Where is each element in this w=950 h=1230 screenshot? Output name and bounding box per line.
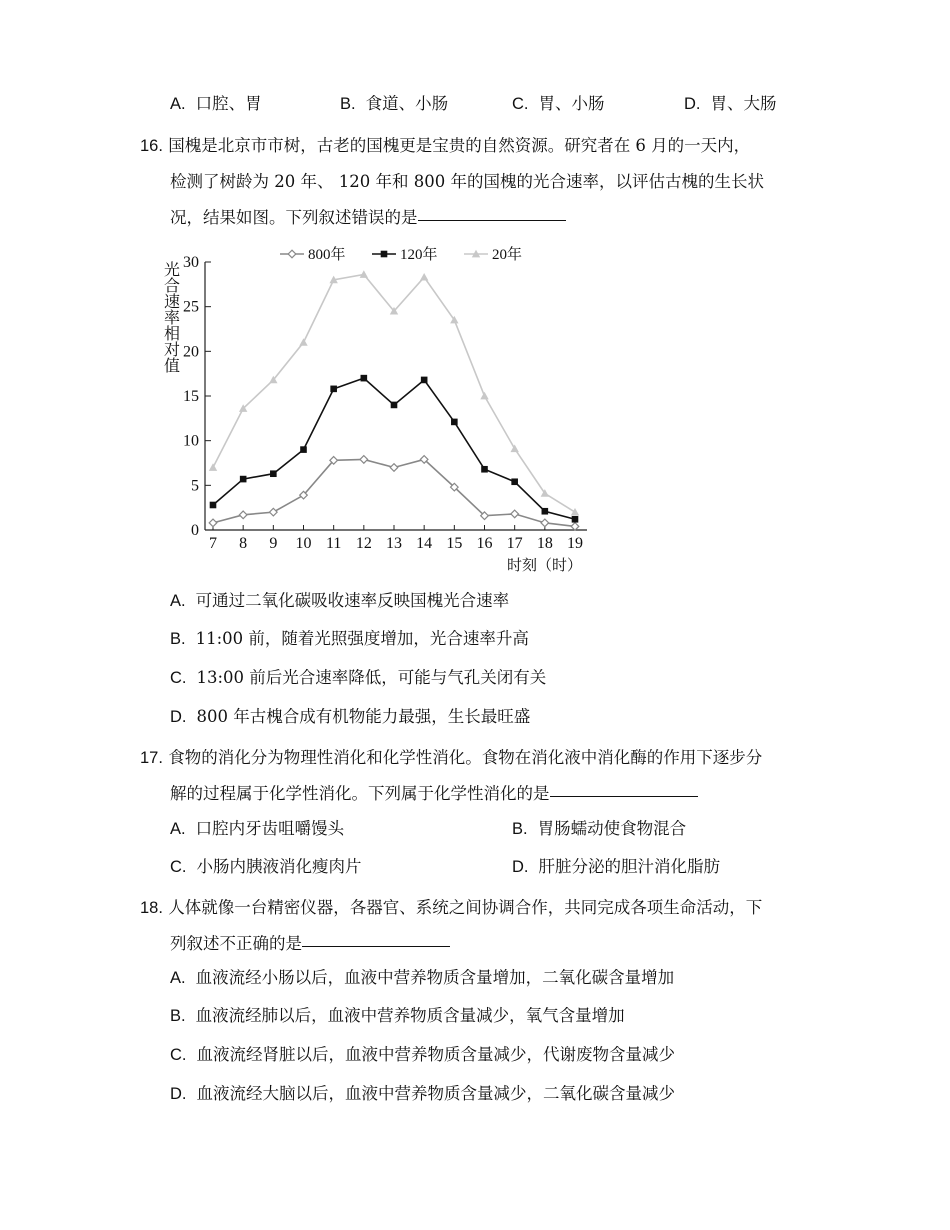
question-text: 人体就像一台精密仪器，各器官、系统之间协调合作，共同完成各项生命活动，下: [168, 898, 763, 917]
option-label: A.: [170, 95, 186, 113]
question-number: 17.: [140, 749, 163, 767]
data-point: [571, 508, 579, 516]
q15-option-a: [170, 92, 262, 116]
question-text: 食物的消化分为物理性消化和化学性消化。食物在消化液中消化酶的作用下逐步分: [168, 748, 763, 767]
q16-option-b: [170, 627, 529, 651]
x-tick-label: 15: [446, 535, 463, 552]
data-point: [571, 523, 579, 531]
x-axis-label: 时刻（时）: [506, 558, 582, 574]
option-text: 胃、大肠: [710, 94, 777, 113]
data-point: [420, 273, 428, 281]
option-text: 血液流经大脑以后，血液中营养物质含量减少，二氧化碳含量减少: [196, 1084, 675, 1103]
data-point: [209, 519, 217, 527]
series-line: [213, 378, 575, 519]
q18-line-2: [170, 932, 450, 956]
q18-option-b: [170, 1004, 625, 1028]
option-label: D.: [170, 1085, 187, 1103]
question-number: 16.: [140, 137, 163, 155]
chart-axes: [183, 254, 587, 552]
data-point: [480, 392, 488, 400]
q15-option-b: [340, 92, 448, 116]
y-tick-label: 5: [191, 477, 199, 495]
q16-option-d: [170, 705, 530, 729]
question-number: 18.: [140, 899, 163, 917]
data-point: [209, 463, 217, 471]
q16-line-1: [140, 134, 750, 158]
option-text: 食道、小肠: [365, 94, 449, 113]
x-tick-label: 10: [295, 535, 312, 552]
x-tick-label: 11: [325, 535, 342, 552]
option-label: A.: [170, 969, 186, 987]
data-point: [330, 386, 337, 393]
q17-line-1: [140, 746, 762, 770]
y-tick-label: 30: [183, 254, 199, 271]
q16-line-3: [170, 206, 566, 230]
answer-blank: [418, 219, 566, 221]
data-point: [240, 476, 247, 483]
y-tick-label: 10: [183, 432, 199, 450]
data-point: [239, 511, 247, 519]
option-text: 小肠内胰液消化瘦肉片: [196, 857, 362, 876]
x-tick-label: 19: [567, 535, 583, 552]
x-tick-label: 16: [476, 535, 493, 552]
x-tick-label: 9: [269, 535, 278, 552]
chart-legend: [280, 245, 522, 263]
option-label: B.: [170, 630, 186, 648]
legend-label: 20年: [492, 247, 523, 263]
x-tick-label: 17: [506, 535, 523, 552]
option-text: 肝脏分泌的胆汁消化脂肪: [538, 857, 720, 876]
y-tick-label: 15: [183, 388, 199, 405]
q17-option-a: [170, 817, 344, 841]
option-text: 800 年古槐合成有机物能力最强，生长最旺盛: [196, 707, 531, 726]
question-text: 解的过程属于化学性消化。下列属于化学性消化的是: [170, 784, 550, 803]
option-text: 13:00 前后光合速率降低，可能与气孔关闭有关: [196, 668, 547, 687]
data-point: [421, 377, 428, 384]
x-tick-label: 14: [416, 535, 433, 552]
data-point: [511, 478, 518, 485]
option-label: D.: [512, 858, 529, 876]
q17-option-d: [512, 855, 720, 879]
x-tick-label: 8: [239, 535, 248, 552]
option-label: B.: [340, 95, 356, 113]
option-text: 可通过二氧化碳吸收速率反映国槐光合速率: [195, 591, 510, 610]
data-point: [391, 402, 398, 409]
data-point: [300, 446, 307, 453]
data-point: [510, 445, 518, 453]
data-point: [361, 375, 368, 382]
option-label: B.: [170, 1007, 186, 1025]
option-text: 口腔内牙齿咀嚼馒头: [195, 819, 345, 838]
data-point: [210, 502, 217, 509]
question-text: 况，结果如图。下列叙述错误的是: [170, 208, 418, 227]
data-point: [360, 456, 368, 464]
data-point: [360, 270, 368, 278]
data-point: [270, 470, 277, 477]
answer-blank: [302, 945, 450, 947]
q18-option-d: [170, 1082, 675, 1106]
option-label: A.: [170, 592, 186, 610]
option-label: A.: [170, 820, 186, 838]
q16-line-2: 检测了树龄为 20 年、 120 年和 800 年的国槐的光合速率，以评估古槐的生长状: [170, 172, 764, 191]
option-label: C.: [170, 669, 187, 687]
legend-marker: [381, 251, 388, 258]
data-point: [270, 508, 278, 516]
q16-option-a: [170, 589, 509, 613]
data-point: [542, 508, 549, 515]
option-label: C.: [170, 858, 187, 876]
question-text: 列叙述不正确的是: [170, 934, 302, 953]
q18-option-c: [170, 1043, 675, 1067]
legend-label: 120年: [400, 247, 438, 263]
option-text: 血液流经肾脏以后，血液中营养物质含量减少，代谢废物含量减少: [196, 1045, 675, 1064]
legend-marker: [288, 250, 296, 258]
q17-line-2: [170, 782, 698, 806]
answer-blank: [550, 795, 698, 797]
y-axis-label: 光合速率相对值: [161, 261, 179, 373]
y-tick-label: 0: [191, 522, 199, 539]
option-text: 口腔、胃: [195, 94, 262, 113]
option-text: 胃、小肠: [538, 94, 605, 113]
q17-option-b: [512, 817, 686, 841]
option-label: D.: [170, 708, 187, 726]
question-text: 国槐是北京市市树，古老的国槐更是宝贵的自然资源。研究者在 6 月的一天内，: [168, 136, 751, 155]
photosynthesis-rate-chart: [150, 240, 590, 580]
q15-option-d: [684, 92, 777, 116]
legend-label: 800年: [308, 247, 346, 263]
x-tick-label: 18: [536, 535, 553, 552]
chart-series: [209, 270, 579, 530]
q18-line-1: [140, 896, 762, 920]
option-text: 血液流经肺以后，血液中营养物质含量减少，氧气含量增加: [195, 1006, 625, 1025]
option-text: 11:00 前，随着光照强度增加，光合速率升高: [195, 629, 529, 648]
q17-option-c: [170, 855, 362, 879]
x-tick-label: 13: [386, 535, 402, 552]
x-tick-label: 7: [209, 535, 217, 552]
data-point: [481, 466, 488, 473]
option-label: D.: [684, 95, 701, 113]
option-label: C.: [170, 1046, 187, 1064]
y-tick-label: 20: [183, 343, 199, 361]
data-point: [511, 510, 519, 518]
data-point: [299, 338, 307, 346]
option-label: C.: [512, 95, 529, 113]
x-tick-label: 12: [355, 535, 372, 552]
option-label: B.: [512, 820, 528, 838]
data-point: [541, 519, 549, 527]
q15-option-c: [512, 92, 605, 116]
option-text: 胃肠蠕动使食物混合: [537, 819, 687, 838]
q18-option-a: [170, 966, 674, 990]
y-tick-label: 25: [183, 298, 199, 316]
data-point: [572, 516, 579, 523]
option-text: 血液流经小肠以后，血液中营养物质含量增加，二氧化碳含量增加: [195, 968, 675, 987]
data-point: [390, 464, 398, 472]
data-point: [451, 419, 458, 426]
q16-option-c: [170, 666, 546, 690]
